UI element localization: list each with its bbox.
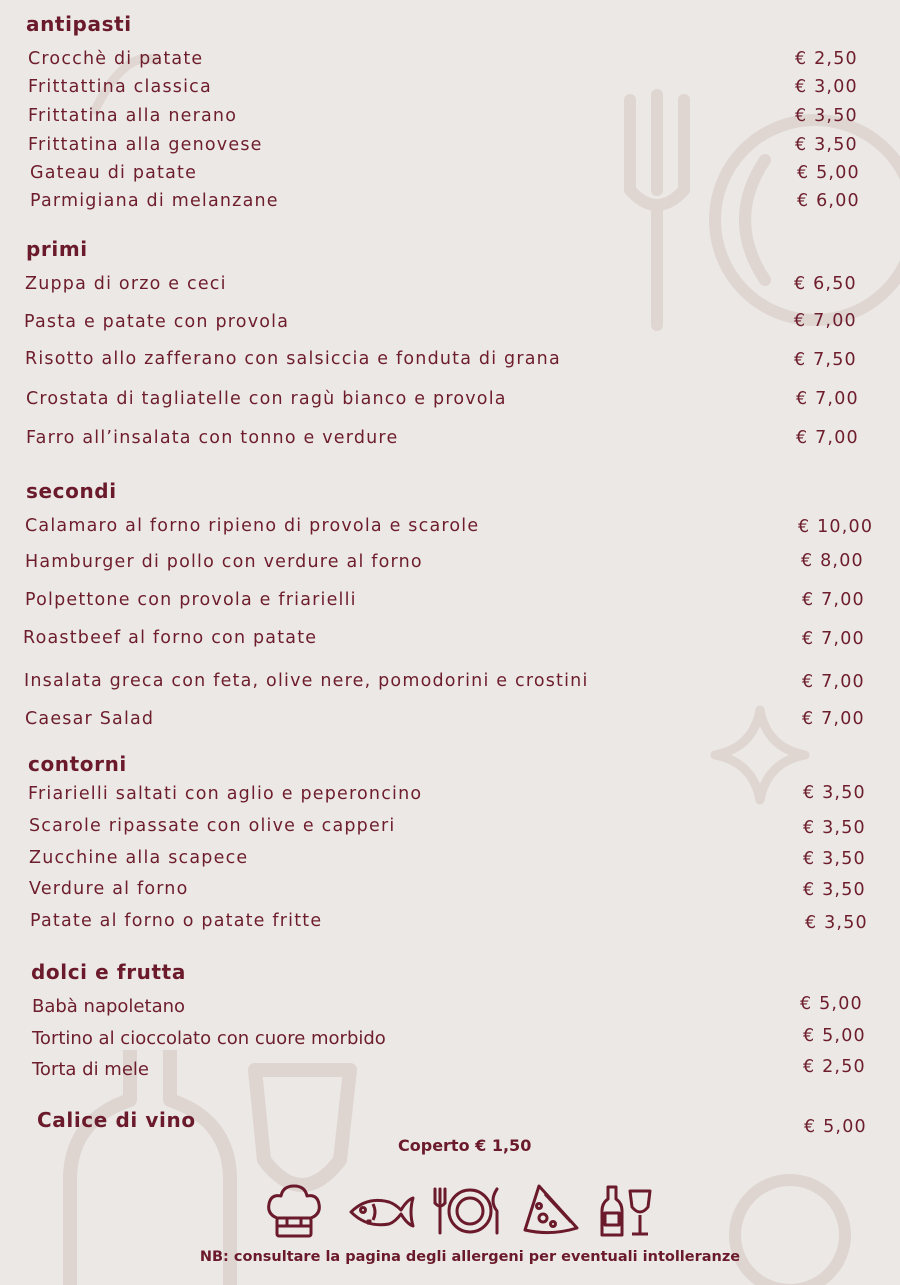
- menu-item-name: Insalata greca con feta, olive nere, pomodorini e crostini: [24, 671, 589, 691]
- allergen-note: NB: consultare la pagina degli allergeni per eventuali intolleranze: [199, 1249, 741, 1265]
- menu-item-name: Frittatina alla genovese: [28, 135, 263, 155]
- menu-item-price: € 3,50: [803, 880, 866, 900]
- menu-item-price: € 2,50: [803, 1057, 866, 1077]
- menu-item-price: € 10,00: [798, 517, 874, 537]
- menu-item-price: € 5,00: [797, 163, 860, 183]
- menu-item-name: Scarole ripassate con olive e capperi: [29, 816, 396, 836]
- menu-item-name: Hamburger di pollo con verdure al forno: [25, 552, 423, 572]
- section-title-secondi: secondi: [26, 479, 117, 503]
- menu-item-name: Frittatina alla nerano: [28, 106, 238, 126]
- wine-bottle-glass-icon: [598, 1185, 654, 1237]
- menu-item-price: € 7,00: [802, 709, 865, 729]
- menu-item-price: € 3,50: [795, 135, 858, 155]
- menu-item-price: € 6,00: [797, 191, 860, 211]
- menu-item-price: € 7,00: [796, 389, 859, 409]
- menu-item-name: Friarielli saltati con aglio e peperoncino: [28, 784, 423, 804]
- menu-item-name: Parmigiana di melanzane: [30, 191, 279, 211]
- section-title-primi: primi: [26, 237, 88, 261]
- menu-item-price: € 8,00: [801, 551, 864, 571]
- menu-item-name: Patate al forno o patate fritte: [30, 911, 323, 931]
- circle-watermark: [720, 1165, 860, 1285]
- menu-item-name: Risotto allo zafferano con salsiccia e fonduta di grana: [25, 349, 561, 369]
- menu-item-name: Torta di mele: [32, 1059, 149, 1080]
- menu-item-name: Gateau di patate: [30, 163, 198, 183]
- menu-item-price: € 3,50: [795, 106, 858, 126]
- menu-item-name: Crocchè di patate: [28, 49, 204, 69]
- menu-item-price: € 7,00: [794, 311, 857, 331]
- menu-item-name: Roastbeef al forno con patate: [23, 628, 318, 648]
- menu-item-price: € 7,00: [802, 590, 865, 610]
- menu-item-name: Tortino al cioccolato con cuore morbido: [32, 1028, 386, 1049]
- menu-item-name: Calamaro al forno ripieno di provola e scarole: [25, 516, 480, 536]
- sparkle-watermark: [705, 700, 815, 810]
- menu-item-price: € 7,00: [802, 672, 865, 692]
- menu-item-price: € 6,50: [794, 274, 857, 294]
- menu-item-price: € 7,50: [794, 350, 857, 370]
- section-title-contorni: contorni: [28, 752, 127, 776]
- menu-item-name: Farro all’insalata con tonno e verdure: [26, 428, 399, 448]
- menu-item-name: Pasta e patate con provola: [24, 312, 290, 332]
- menu-item-price: € 5,00: [803, 1026, 866, 1046]
- section-title-dolci: dolci e frutta: [31, 960, 186, 984]
- menu-item-name: Caesar Salad: [25, 709, 155, 729]
- menu-item-name: Zucchine alla scapece: [29, 848, 249, 868]
- menu-item-price: € 3,50: [803, 783, 866, 803]
- menu-item-name: Verdure al forno: [29, 879, 189, 899]
- section-title-vino: Calice di vino: [37, 1108, 196, 1132]
- coperto-note: Coperto € 1,50: [398, 1136, 532, 1155]
- section-title-antipasti: antipasti: [26, 12, 132, 36]
- menu-item-price: € 3,50: [803, 849, 866, 869]
- menu-item-price: € 5,00: [800, 994, 863, 1014]
- menu-item-name: Polpettone con provola e friarielli: [25, 590, 357, 610]
- menu-item-price: € 7,00: [796, 428, 859, 448]
- chef-hat-icon: [265, 1184, 323, 1240]
- menu-item-price: € 3,00: [795, 77, 858, 97]
- menu-item-price: € 5,00: [804, 1117, 867, 1137]
- menu-item-price: € 7,00: [802, 629, 865, 649]
- menu-item-name: Crostata di tagliatelle con ragù bianco e provola: [26, 389, 507, 409]
- plate-cutlery-icon: [431, 1187, 503, 1235]
- menu-item-price: € 3,50: [805, 913, 868, 933]
- menu-item-price: € 3,50: [803, 818, 866, 838]
- menu-item-name: Babà napoletano: [32, 996, 186, 1017]
- menu-item-name: Zuppa di orzo e ceci: [25, 274, 227, 294]
- menu-item-price: € 2,50: [795, 49, 858, 69]
- pizza-slice-icon: [521, 1184, 579, 1236]
- menu-item-name: Frittattina classica: [28, 77, 212, 97]
- fish-icon: [349, 1194, 415, 1230]
